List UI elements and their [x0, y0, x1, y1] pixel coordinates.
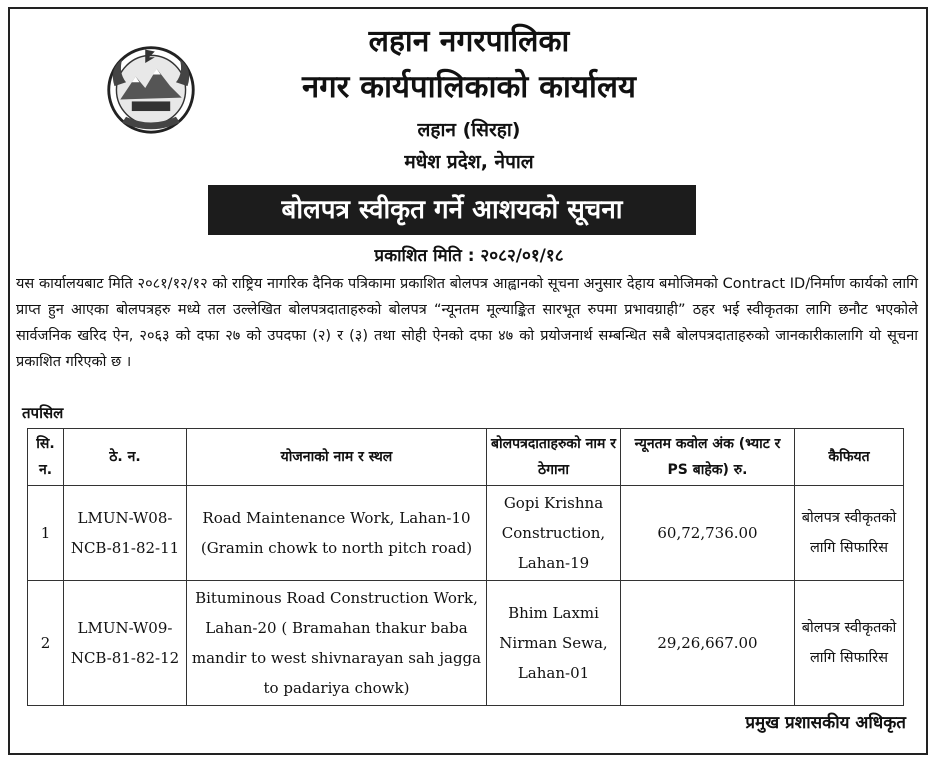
row-bidder: Gopi Krishna Construction, Lahan-19 — [487, 486, 621, 581]
header-project: योजनाको नाम र स्थल — [187, 429, 487, 486]
table-row — [28, 581, 904, 706]
address-province: मधेश प्रदेश, नेपाल — [404, 151, 534, 173]
row-sn: 1 — [28, 486, 64, 581]
schedule-label: तपसिल — [22, 404, 64, 422]
row-project: Road Maintenance Work, Lahan-10 (Gramin chowk to north pitch road) — [187, 486, 487, 581]
header-amount: न्यूनतम कवोल अंक (भ्याट र PS बाहेक) रु. — [621, 429, 795, 486]
row-remarks: बोलपत्र स्वीकृतको लागि सिफारिस — [795, 581, 904, 706]
published-date: प्रकाशित मिति : २०८२/०१/१८ — [374, 246, 564, 266]
row-project: Bituminous Road Construction Work, Lahan-20 ( Bramahan thakur baba mandir to west shivnarayan sah jagga to padariya chowk) — [187, 581, 487, 706]
table-header-row — [28, 429, 904, 486]
header-contract-no: ठे. न. — [64, 429, 187, 486]
header-sn: सि. न. — [28, 429, 64, 486]
row-remarks: बोलपत्र स्वीकृतको लागि सिफारिस — [795, 486, 904, 581]
organization-name: लहान नगरपालिका — [368, 24, 570, 59]
row-amount: 60,72,736.00 — [621, 486, 795, 581]
row-sn: 2 — [28, 581, 64, 706]
signatory-title: प्रमुख प्रशासकीय अधिकृत — [745, 713, 906, 733]
header-remarks: कैफियत — [795, 429, 904, 486]
row-bidder: Bhim Laxmi Nirman Sewa, Lahan-01 — [487, 581, 621, 706]
notice-title-banner: बोलपत्र स्वीकृत गर्ने आशयको सूचना — [208, 185, 696, 235]
row-amount: 29,26,667.00 — [621, 581, 795, 706]
office-name: नगर कार्यपालिकाको कार्यालय — [302, 69, 636, 105]
notice-body: यस कार्यालयबाट मिति २०८१/१२/१२ को राष्ट्रिय नागरिक दैनिक पत्रिकामा प्रकाशित बोलपत्र आह्वानको सूचना अनुसार देहाय बमोजिमको Contract ID/निर्माण कार्यको लागि प्राप्त हुन आएका बोलपत्रहरु मध्ये तल उल्लेखित बोलपत्रदाताहरुको बोलपत्र “न्यूनतम मूल्याङ्कित सारभूत रुपमा प्रभावग्राही” ठहर भई स्वीकृतका लागि छनौट भएकोले सार्वजनिक खरिद ऐन, २०६३ को दफा २७ को उपदफा (२) र (३) तथा सोही ऐनको दफा ४७ को प्रयोजनार्थ सम्बन्धित सबै बोलपत्रदाताहरुको जानकारीकालागि यो सूचना प्रकाशित गरिएको छ । — [16, 276, 918, 370]
table-row — [28, 486, 904, 581]
row-contract-no: LMUN-W08-NCB-81-82-11 — [64, 486, 187, 581]
bid-results-table — [27, 428, 904, 706]
address-city: लहान (सिरहा) — [417, 119, 521, 141]
header-bidder: बोलपत्रदाताहरुको नाम र ठेगाना — [487, 429, 621, 486]
row-contract-no: LMUN-W09-NCB-81-82-12 — [64, 581, 187, 706]
